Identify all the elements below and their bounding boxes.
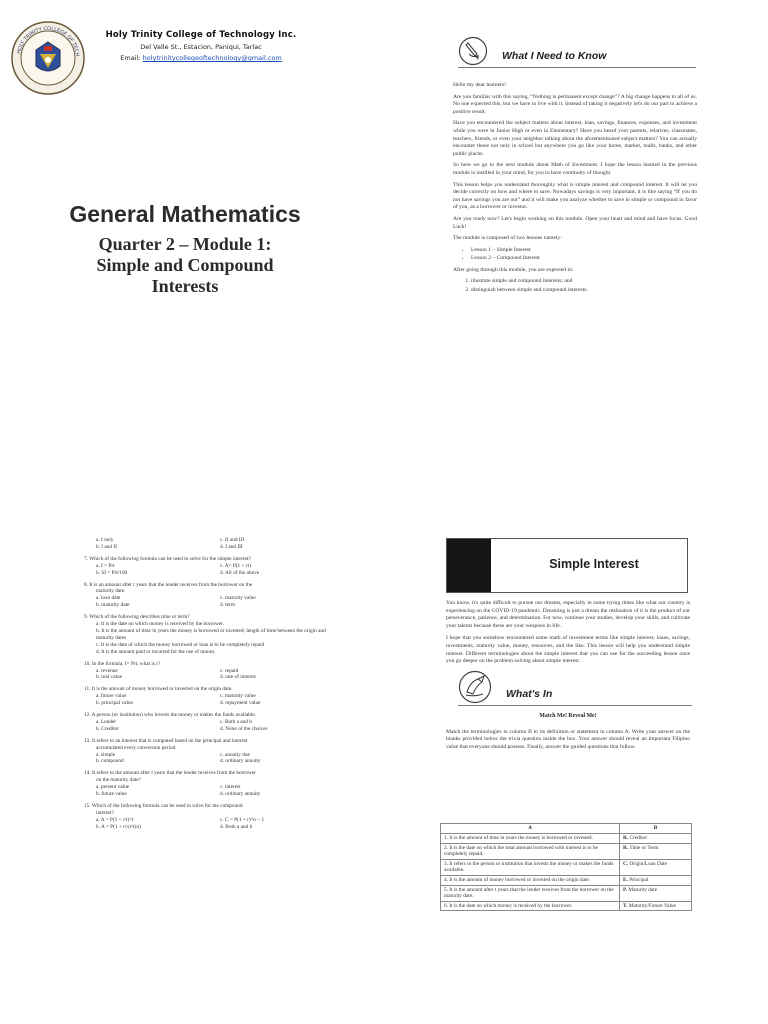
paragraph: After going through this module, you are expected to: [453, 266, 574, 273]
question-stem: 15. Which of the following formula can be used to solve for the compound [84, 803, 243, 809]
term-text: Creditor [629, 835, 648, 841]
school-seal-icon [10, 20, 86, 96]
column-header: B [620, 824, 692, 834]
definition-cell: 5. It is the amount after t years that the lender receives from the borrower on the maturity date. [441, 885, 620, 901]
question-14 [84, 770, 334, 798]
matching-table [440, 823, 692, 911]
table-row [441, 885, 692, 901]
term-cell [620, 875, 692, 885]
option: d. All of the above [220, 569, 260, 576]
option: c. C = P(1 + r)^n − 1 [220, 816, 265, 823]
paragraph: Are you familiar with this saying, “Nothing is permanent except change”? A big change happens to all of us. No one expected this, but we have to live with it. Instead of taking it negatively let's do our part to achieve a positive result. [453, 93, 697, 115]
options [84, 784, 334, 798]
option: a. loan date [96, 595, 121, 602]
options [84, 595, 334, 609]
options [84, 621, 334, 656]
question-8 [84, 582, 334, 610]
option: d. rate of interest [220, 674, 256, 681]
lesson-item: • Lesson 2 – Compound Interest [471, 255, 697, 263]
option: d. term [220, 602, 236, 609]
option: a. simple [96, 751, 116, 758]
options [84, 563, 334, 577]
options [84, 817, 334, 831]
option: d. repayment value [220, 700, 261, 707]
definition-cell: 1. It is the amount of time in years the money is borrowed or invested. [441, 834, 620, 844]
option: b. compound [96, 758, 124, 765]
option: c. repaid [220, 667, 239, 674]
term-text: Maturity/Future Value [628, 902, 676, 909]
paragraph: This lesson helps you understand thoroughly what is simple interest and compound interest. It will let you decide correctly on how and where to save. Nowadays savings is very important, it is like saying “If you do not have savings you are out” and it will make you analyze whether to save in simple or compound in favor of you, as a borrower or investor. [453, 181, 697, 211]
hand-writing-icon [458, 670, 492, 704]
paragraph: Are you ready now? Let's begin working on this module. Open your heart and mind and have focus. Good Luck! [453, 215, 697, 230]
term-letter: C. [623, 860, 629, 867]
term-cell [620, 843, 692, 859]
term-text: Principal [629, 876, 649, 883]
options [84, 693, 334, 707]
school-name: Holy Trinity College of Technology Inc. [105, 30, 297, 40]
question-10 [84, 661, 334, 682]
option: a. It is the date on which money is received by the borrower. [96, 621, 224, 628]
option: d. It is the amount paid or incurred for the use of money. [96, 648, 216, 655]
option: a. future value [96, 693, 127, 700]
option: a. I only [96, 537, 114, 543]
option: b. I and II [96, 543, 117, 550]
term-text: Origin/Loan Date [629, 860, 667, 867]
options [84, 537, 334, 551]
simple-interest-intro [446, 600, 690, 671]
term-letter: R. [623, 844, 629, 851]
definition-cell: 2. It is the date on which the total amount borrowed with interest is to be completely repaid. [441, 843, 620, 859]
school-address: Del Valle St., Estacion, Paniqui, Tarlac [140, 43, 262, 51]
option: d. I and III [220, 543, 243, 550]
term-cell [620, 885, 692, 901]
question-stem: 13. It refers to an interest that is computed based on the principal and interest [84, 737, 248, 744]
whats-in-heading: What's In [506, 688, 553, 700]
question-9 [84, 614, 334, 655]
option: a. present value [96, 784, 130, 791]
table-row [441, 859, 692, 875]
option: d. None of the choices [220, 725, 268, 732]
table-row [441, 834, 692, 844]
option: d. Both a and b [220, 823, 253, 830]
option: c. Both a and b [220, 718, 252, 725]
question-stem-continued: on the maturity date? [96, 777, 141, 784]
option: a. revenue [96, 667, 118, 674]
paragraph: The module is composed of two lessons namely: [453, 235, 562, 242]
option: c. II and III [220, 537, 245, 543]
activity-instructions: Match the terminologies in column B to its definition or statement in column A. Write your answer on the blanks provided below the trivia question inside the box. Your answer should reveal an important Filipino value that everyone should possess. Finally, answer the guided questions that follow. [446, 729, 690, 750]
question-stem: 7. Which of the following formula can be used to solve for the simple interest? [84, 555, 251, 562]
option: c. interest [220, 784, 241, 791]
option: c. annuity due [220, 751, 250, 758]
need-to-know-heading: What I Need to Know [502, 50, 607, 62]
paragraph: Have you encountered the subject matters about interest, loan, savings, finances, expenses, and investment while you were in Junior High or even in Elementary? Have you heard your parents, relatives, classmates, teachers, friends, or even your neighbor talking about the aforementioned subject matters? You can actually encounter those not only in school but anywhere you go like your home, market, malls, banks, and other public places. [453, 120, 697, 157]
term-letter: R. [623, 835, 629, 841]
term-text: Time or Term [629, 844, 659, 851]
heading-divider [458, 705, 692, 706]
option: d. ordinary annuity [220, 758, 261, 765]
definition-cell: 6. It is the date on which money is received by the borrower. [441, 901, 620, 911]
question-stem: 8. It is an amount after t years that the lender receives from the borrower on the [84, 581, 253, 588]
options [84, 719, 334, 733]
option: c. A= P(1 + rt) [220, 562, 251, 569]
paragraph: You know, it's quite difficult to pursue our dreams, especially in some trying times like what our country is experiencing on the COVID-19 pandemic. Dreaming is just a dream the realization of it is the product of our perseverance, patience, and determination. For now, continue your studies, develop your skills, and cultivate your talents because these are your weapons in life. [446, 600, 690, 629]
table-row [441, 901, 692, 911]
objective-item: 2. distinguish between simple and compound interests. [471, 287, 697, 295]
option: a. A = P(1 + r/t)^t [96, 816, 134, 823]
table-row [441, 843, 692, 859]
question-stem: 11. It is the amount of money borrowed or invested on the origin date. [84, 686, 233, 693]
option: b. A = P(1 + r/n)^(tn) [96, 823, 141, 830]
option: b. Creditor [96, 725, 119, 732]
question-stem: 10. In the formula, I= Prt, what is r? [84, 660, 161, 667]
lesson-item: • Lesson 1 – Simple Interest [471, 247, 697, 255]
question-stem-continued: maturity date. [96, 588, 126, 595]
definition-cell: 4. It is the amount of money borrowed or invested on the origin date. [441, 875, 620, 885]
option: b. maturity date [96, 602, 130, 609]
term-letter: P. [623, 886, 628, 893]
paragraph: So here we go to the next module about Math of Investment. I hope the lesson learned in the previous module is instilled in your mind, for you to have continuity of thought. [453, 162, 697, 176]
question-stem: 14. It refers to the amount after t years that the lender receives from the borrower [84, 770, 256, 777]
simple-interest-banner [446, 538, 688, 593]
lesson-list [453, 247, 697, 263]
column-header: A [441, 824, 620, 834]
pencil-hand-icon [458, 36, 488, 66]
term-letter: T. [623, 902, 628, 909]
question-7 [84, 556, 334, 577]
banner-title: Simple Interest [549, 557, 639, 571]
term-cell [620, 859, 692, 875]
question-15 [84, 803, 334, 831]
objective-item: 1. illustrate simple and compound interests; and [471, 278, 697, 286]
option: a. Lender [96, 718, 116, 725]
question-12 [84, 712, 334, 733]
cover-title: General Mathematics [69, 201, 301, 227]
assessment-questions [84, 537, 334, 836]
option: c. maturity value [220, 693, 256, 700]
option: d. ordinary annuity [220, 791, 261, 798]
option: c. It is the date of which the money borrowed or loan is to be completely repaid [96, 641, 265, 648]
objective-list [453, 278, 697, 294]
option: b. It is the amount of time in years the money is borrowed or invested; length of time between the origin and maturity dates [96, 627, 326, 641]
table-row [441, 875, 692, 885]
heading-divider [458, 67, 696, 68]
question-stem-continued: interest? [96, 809, 114, 816]
term-cell [620, 834, 692, 844]
option: a. I = Prt [96, 562, 115, 569]
question-11 [84, 686, 334, 707]
paragraph: I hope that you somehow encountered some math of investment terms like simple interest, loans, savings, investments, maturity value, money, resources, and the like. This lesson will help you understand simple interest. Different terminologies about the simple interest that you can use for the succeeding lesson once you go deeper on the problem solving about simple interest. [446, 635, 690, 665]
option: b. future value [96, 791, 127, 798]
question-stem: 9. Which of the following describes time or term? [84, 614, 190, 621]
school-email-line [96, 54, 306, 62]
option: c. maturity value [220, 595, 256, 602]
option: b. principal value [96, 700, 133, 707]
options [84, 668, 334, 682]
cover-subtitle-line: Simple and Compound [96, 255, 274, 275]
options [84, 752, 334, 766]
email-label: Email: [120, 54, 141, 62]
question-stem-continued: accumulated every conversion period. [96, 744, 177, 751]
school-header [96, 30, 306, 62]
table-header-row [441, 824, 692, 834]
definition-cell: 3. It refers to the person or institution that invests the money or makes the funds available. [441, 859, 620, 875]
cover-subtitle-line: Interests [151, 276, 219, 296]
activity-title: Match Me! Reveal Me! [539, 713, 597, 719]
term-letter: E. [623, 876, 628, 883]
term-cell [620, 901, 692, 911]
question-6 [84, 537, 334, 551]
option: b. SI = Prt/100 [96, 569, 128, 576]
email-link[interactable]: holytrinitycollegeoftechnology@gmail.com [142, 54, 282, 62]
need-to-know-body [453, 82, 697, 296]
cover-subtitle [40, 234, 330, 297]
option: b. real value [96, 674, 123, 681]
question-13 [84, 738, 334, 766]
term-text: Maturity date [628, 886, 658, 893]
banner-dark-block [447, 539, 491, 592]
question-stem: 12. A person (or institution) who invests the money or makes the funds available. [84, 712, 256, 719]
paragraph: Hello my dear learners! [453, 82, 506, 88]
cover-subtitle-line: Quarter 2 – Module 1: [98, 234, 272, 254]
seal-text: HOLY TRINITY COLLEGE OF TECH [16, 25, 80, 57]
